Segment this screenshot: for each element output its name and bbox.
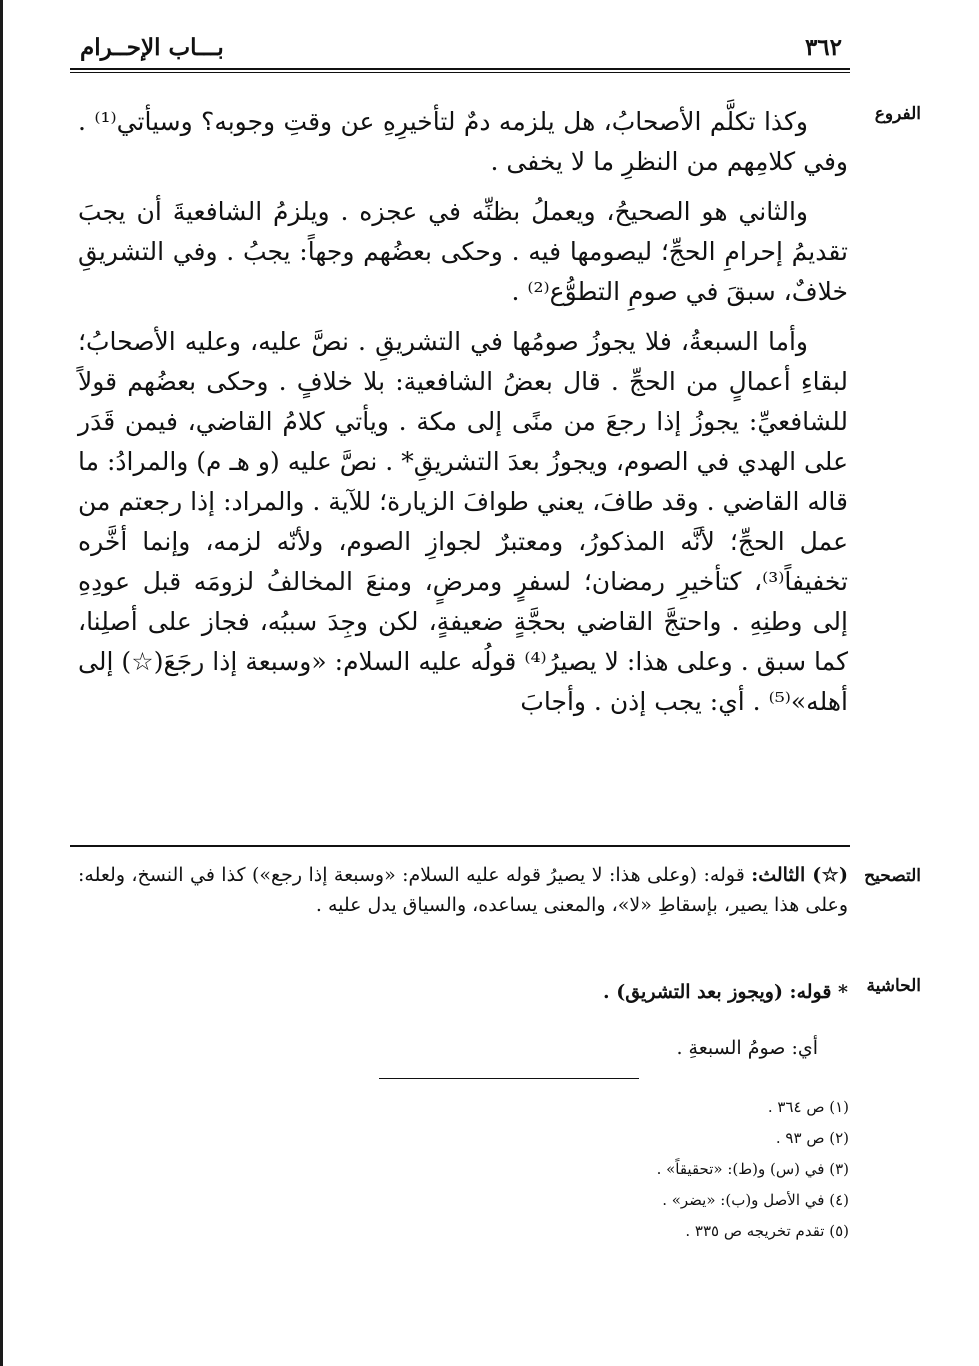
footnotes [349, 1092, 849, 1247]
hashiya-note [78, 976, 848, 1064]
paragraph: وكذا تكلَّم الأصحابُ، هل يلزمه دمٌ لتأخيرِهِ عن وقتِ وجوبه؟ وسيأتي⁽¹⁾ . وفي كلامِهم من النظرِ ما لا يخفى . [78, 107, 848, 176]
scan-edge [0, 0, 3, 1366]
footnote: (٣) في (س) و(ط): «تحقيقاً» . [656, 1160, 849, 1178]
footnote: (٥) تقدم تخريجه ص ٣٣٥ . [685, 1222, 849, 1240]
correction-tag: (☆) الثالث: [751, 864, 848, 886]
running-title: بـــاب الإحــرام [80, 34, 224, 61]
footnote: (٤) في الأصل و(ب): «يضر» . [662, 1191, 849, 1209]
page-number: ٣٦٢ [804, 34, 842, 61]
page-header [70, 32, 850, 70]
margin-label-hashiya: الحاشية [866, 976, 921, 996]
footnote: (٢) ص ٩٣ . [775, 1129, 849, 1147]
margin-label-tashih: التصحيح [864, 866, 921, 886]
hashiya-body: أي: صومُ السبعةِ . [676, 1037, 818, 1059]
paragraph: والثاني هو الصحيحُ، ويعملُ بظنِّه في عجزه . ويلزمُ الشافعيةَ أن يجبَ تقديمُ إحرامِ الحجِّ؛ ليصومها فيه . وحكى بعضُهم وجهاً: يجبُ . وفي التشريقِ خلافٌ، سبقَ في صومِ التطوُّع⁽²⁾ . [78, 197, 848, 306]
correction-note [78, 860, 848, 920]
footnote-rule [379, 1078, 639, 1079]
hashiya-head: * قوله: (ويجوز بعد التشريق) . [602, 981, 848, 1003]
section-separator [70, 845, 850, 847]
main-text [78, 96, 848, 732]
correction-text: قوله: (وعلى هذا: لا يصيرُ قوله عليه السلام: «وسبعة إذا رجع») كذا في النسخ، ولعله: وعلى هذا يصير، بإسقاطِ «لا»، والمعنى يساعده، والسياق يدل عليه . [78, 864, 848, 916]
margin-label-furu: الفروع [874, 104, 921, 124]
paragraph: وأما السبعةُ، فلا يجوزُ صومُها في التشريقِ . نصَّ عليه، وعليه الأصحابُ؛ لبقاءِ أعمالٍ من الحجِّ . قال بعضُ الشافعية: بلا خلافٍ . وحكى بعضُهم قولاً للشافعيِّ: يجوزُ إذا رجعَ من منًى إلى مكة . ويأتي كلامُ القاضي، فيمن قَدَر على الهدي في الصوم، ويجوزُ بعدَ التشريقِ* . نصَّ عليه (و هـ م) والمرادُ: ما قاله القاضي . وقد طافَ، يعني طوافَ الزيارة؛ للآية . والمراد: إذا رجعتم من عمل الحجِّ؛ لأنَّه المذكورُ، ومعتبرٌ لجوازِ الصوم، ولأنّه لزمه، وإنما أخَّره تخفيفاً⁽³⁾، كتأخيرِ رمضان؛ لسفرٍ ومرضٍ، ومنعَ المخالفُ لزومَه قبل عودِهِ إلى وطنِهِ . واحتجَّ القاضي بحجَّةٍ ضعيفةٍ، لكن وجِدَ سببُه، فجاز على أصلِنا، كما سبق . وعلى هذا: لا يصيرُ⁽⁴⁾ قولُه عليه السلام: «وسبعة إذا رجَعَ(☆) إلى أهله»⁽⁵⁾ . أي: يجب إذن . وأجابَ [78, 327, 848, 716]
footnote: (١) ص ٣٦٤ . [767, 1098, 849, 1116]
header-rule [70, 72, 850, 73]
